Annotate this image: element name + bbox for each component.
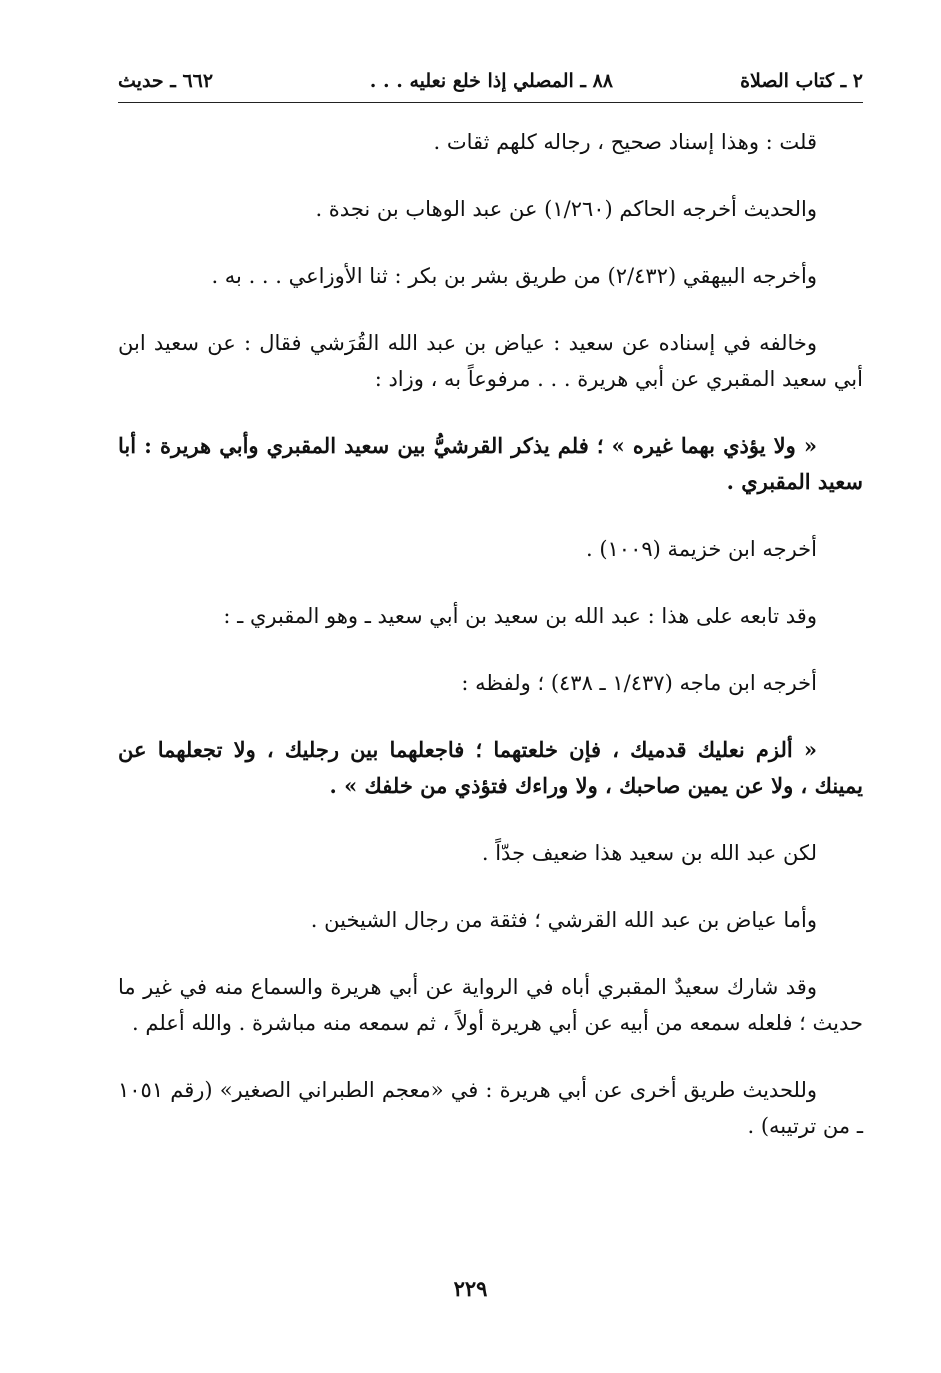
header-chapter-title: ٨٨ ـ المصلي إذا خلع نعليه . . . (369, 70, 613, 92)
paragraph: وللحديث طريق أخرى عن أبي هريرة : في «معجم الطبراني الصغير» (رقم ١٠٥١ ـ من ترتيبه) . (118, 1078, 863, 1138)
header-hadith-number: ٦٦٢ ـ حديث (118, 70, 214, 92)
paragraph: لكن عبد الله بن سعيد هذا ضعيف جدّاً . (481, 841, 817, 865)
hadith-quote: « ألزم نعليك قدميك ، فإن خلعتهما ؛ فاجعلهما بين رجليك ، ولا تجعلهما عن يمينك ، ولا عن يمين صاحبك ، ولا وراءك فتؤذي من خلفك » . (118, 737, 863, 798)
header-rule (118, 102, 863, 103)
paragraph: وقد تابعه على هذا : عبد الله بن سعيد بن أبي سعيد ـ وهو المقبري ـ : (223, 604, 817, 628)
paragraph: وخالفه في إسناده عن سعيد : عياض بن عبد الله القُرَشي فقال : عن سعيد ابن أبي سعيد المقبري عن أبي هريرة . . . مرفوعاً به ، وزاد : (118, 331, 863, 391)
paragraph: وقد شارك سعيدٌ المقبري أباه في الرواية عن أبي هريرة والسماع منه في غير ما حديث ؛ فلعله سمعه من أبيه عن أبي هريرة أولاً ، ثم سمعه منه مباشرة . والله أعلم . (118, 975, 863, 1035)
paragraph: قلت : وهذا إسناد صحيح ، رجاله كلهم ثقات . (433, 130, 817, 154)
page-body (118, 124, 863, 1175)
paragraph: والحديث أخرجه الحاكم (١/٢٦٠) عن عبد الوهاب بن نجدة . (315, 197, 817, 221)
running-header (118, 64, 863, 100)
page-number: ٢٢٩ (453, 1276, 488, 1301)
header-book-title: ٢ ـ كتاب الصلاة (740, 70, 863, 92)
paragraph: وأخرجه البيهقي (٢/٤٣٢) من طريق بشر بن بكر : ثنا الأوزاعي . . . به . (211, 264, 817, 288)
hadith-quote: « ولا يؤذي بهما غيره » ؛ فلم يذكر القرشيُّ بين سعيد المقبري وأبي هريرة : أبا سعيد المقبري . (118, 433, 863, 494)
paragraph: أخرجه ابن ماجه (١/٤٣٧ ـ ٤٣٨) ؛ ولفظه : (461, 671, 817, 695)
paragraph: وأما عياض بن عبد الله القرشي ؛ فثقة من رجال الشيخين . (310, 908, 817, 932)
paragraph: أخرجه ابن خزيمة (١٠٠٩) . (585, 537, 817, 561)
